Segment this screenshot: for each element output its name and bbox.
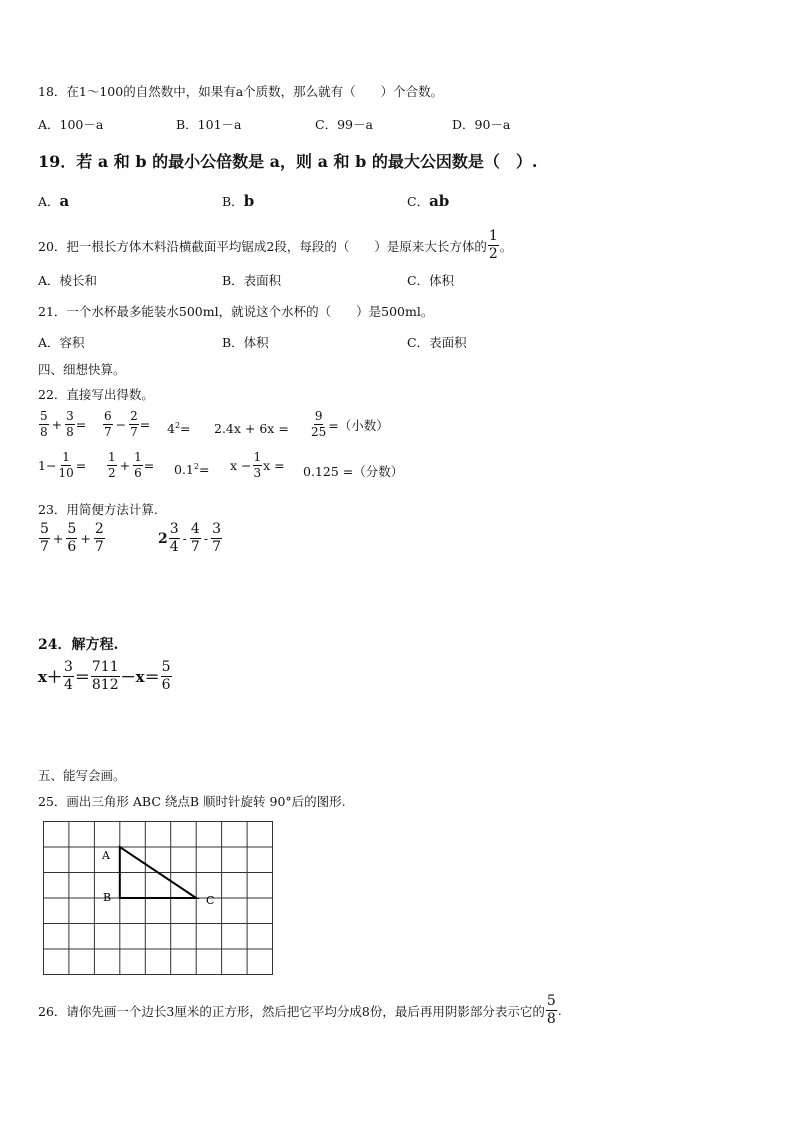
q18-stem: 18．在1～100的自然数中，如果有a个质数，那么就有（ ）个合数。 [38,84,444,99]
q22-r2-a: 1− $\frac{1}{10}$ = [38,450,87,481]
q21-option-c: C．表面积 [407,335,467,350]
q26-fraction: $\frac{5}{8}$ [546,993,556,1028]
q23-stem: 23．用简便方法计算. [38,502,158,517]
q22-stem: 22．直接写出得数。 [38,387,154,402]
q19-option-a: A．a [38,192,70,210]
q23-expr-1: $\frac{5}{7}$ + $\frac{5}{6}$ + $\frac{2}{7}$ [40,521,104,556]
section-4-heading: 四、细想快算。 [38,362,126,377]
q19-option-b: B．b [222,192,255,210]
q18-option-d: D．90－a [452,117,511,132]
q20-option-a: A．棱长和 [38,273,98,288]
section-5-heading: 五、能写会画。 [38,768,126,783]
q20-option-c: C．体积 [407,273,455,288]
label-b: B [103,891,112,904]
q19-option-c: C．ab [407,192,450,210]
q18-option-b: B．101－a [176,117,242,132]
q25-grid [43,821,275,977]
q21-stem: 21．一个水杯最多能装水500ml，就说这个水杯的（ ）是500ml。 [38,304,434,319]
q21-option-a: A．容积 [38,335,85,350]
q22-r1-e: $\frac{9}{25}$ =（小数） [311,409,389,440]
q24-equation: x＋ $\frac{3}{4}$ ＝ $\frac{711}{812}$ －x＝ $\frac{5}{6}$ [38,659,171,694]
q22-r2-b: $\frac{1}{2}$ + $\frac{1}{6}$ = [108,450,155,481]
q22-r2-e: 0.125 =（分数） [303,464,404,479]
q22-r1-d: 2.4x + 6x = [214,421,289,436]
q26-stem: 26．请你先画一个边长3厘米的正方形，然后把它平均分成8份，最后再用阴影部分表示它的 $\frac{5}{8}$ . [38,993,562,1028]
q24-stem: 24．解方程. [38,637,119,653]
q22-r1-a: $\frac{5}{8}$ + $\frac{3}{8}$ = [40,409,87,440]
q23-expr-2: 2 $\frac{3}{4}$ - $\frac{4}{7}$ - $\frac{3}{7}$ [158,521,221,556]
q22-r1-c: 4 $^2$ = [167,421,191,436]
q22-r1-b: $\frac{6}{7}$ − $\frac{2}{7}$ = [104,409,151,440]
q20-option-b: B．表面积 [222,273,282,288]
q22-r2-d: x − $\frac{1}{3}$ x = [230,450,285,481]
q18-option-a: A．100－a [38,117,104,132]
label-c: C [206,894,215,907]
q25-stem: 25．画出三角形 ABC 绕点B 顺时针旋转 90°后的图形. [38,794,346,809]
label-a: A [102,849,110,862]
q22-r2-c: 0.1 $^2$ = [174,462,210,477]
q20-fraction: $\frac{1}{2}$ [488,228,498,263]
q19-stem: 19．若 a 和 b 的最小公倍数是 a，则 a 和 b 的最大公因数是（ ）. [38,152,538,171]
q21-option-b: B．体积 [222,335,269,350]
q20-stem: 20．把一根长方体木料沿横截面平均锯成2段，每段的（ ）是原来大长方体的 $\frac{1}{2}$ 。 [38,228,513,263]
q18-option-c: C．99－a [315,117,373,132]
